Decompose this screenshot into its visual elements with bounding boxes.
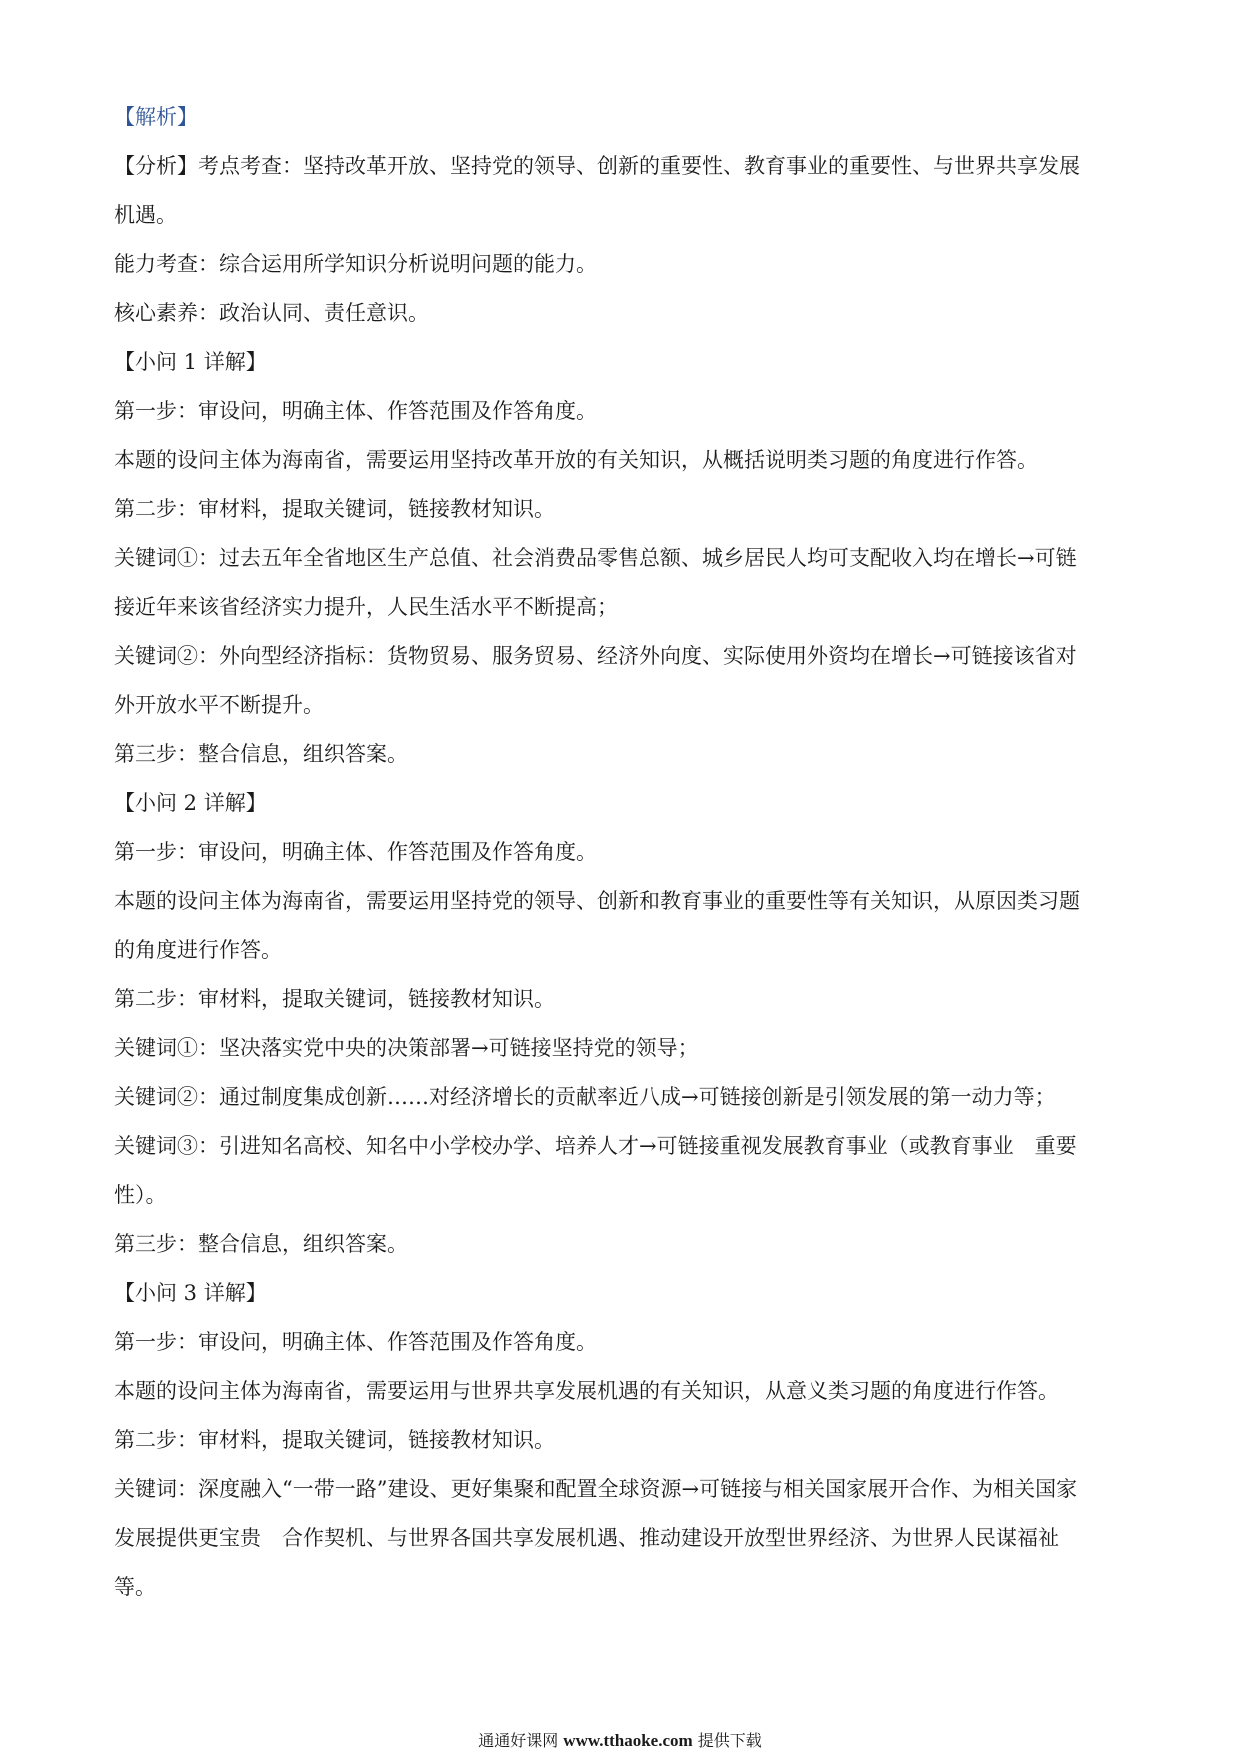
text-line: 核心素养：政治认同、责任意识。 xyxy=(114,301,429,325)
text-line: 等。 xyxy=(114,1575,156,1599)
text-line: 关键词①：坚决落实党中央的决策部署→可链接坚持党的领导； xyxy=(114,1036,699,1060)
text-line: 第一步：审设问，明确主体、作答范围及作答角度。 xyxy=(114,399,597,423)
text-line: 发展提供更宝贵 合作契机、与世界各国共享发展机遇、推动建设开放型世界经济、为世界人民谋福祉 xyxy=(114,1526,1059,1550)
text-line: 第二步：审材料，提取关键词，链接教材知识。 xyxy=(114,497,555,521)
text-line: 外开放水平不断提升。 xyxy=(114,693,324,717)
text-line: 关键词②：通过制度集成创新……对经济增长的贡献率近八成→可链接创新是引领发展的第一动力等； xyxy=(114,1085,1056,1109)
text-line: 关键词①：过去五年全省地区生产总值、社会消费品零售总额、城乡居民人均可支配收入均在增长→可链 xyxy=(114,546,1077,570)
text-line: 本题的设问主体为海南省，需要运用坚持改革开放的有关知识，从概括说明类习题的角度进行作答。 xyxy=(114,448,1038,472)
footer-url-link[interactable]: www.tthaoke.com xyxy=(563,1731,693,1750)
text-line: 接近年来该省经济实力提升，人民生活水平不断提高； xyxy=(114,595,618,619)
text-line: 能力考查：综合运用所学知识分析说明问题的能力。 xyxy=(114,252,597,276)
text-line: 第一步：审设问，明确主体、作答范围及作答角度。 xyxy=(114,1330,597,1354)
footer-download-text: 提供下载 xyxy=(697,1731,762,1750)
subquestion-heading: 【小问 1 详解】 xyxy=(114,350,267,374)
text-line: 本题的设问主体为海南省，需要运用坚持党的领导、创新和教育事业的重要性等有关知识，从原因类习题 xyxy=(114,889,1080,913)
text-line: 【分析】考点考查：坚持改革开放、坚持党的领导、创新的重要性、教育事业的重要性、与世界共享发展 xyxy=(114,154,1080,178)
page-footer xyxy=(0,1728,1240,1751)
text-line: 关键词③：引进知名高校、知名中小学校办学、培养人才→可链接重视发展教育事业（或教育事业 重要 xyxy=(114,1134,1077,1158)
subquestion-heading: 【小问 3 详解】 xyxy=(114,1281,267,1305)
subquestion-heading: 【小问 2 详解】 xyxy=(114,791,267,815)
text-line: 第三步：整合信息，组织答案。 xyxy=(114,742,408,766)
analysis-heading: 【解析】 xyxy=(114,105,198,129)
document-body xyxy=(114,93,1124,1612)
text-line: 第二步：审材料，提取关键词，链接教材知识。 xyxy=(114,987,555,1011)
text-line: 关键词②：外向型经济指标：货物贸易、服务贸易、经济外向度、实际使用外资均在增长→可链接该省对 xyxy=(114,644,1077,668)
footer-site-name: 通通好课网 xyxy=(478,1731,559,1750)
text-line: 第三步：整合信息，组织答案。 xyxy=(114,1232,408,1256)
text-line: 第一步：审设问，明确主体、作答范围及作答角度。 xyxy=(114,840,597,864)
text-line: 关键词：深度融入“一带一路”建设、更好集聚和配置全球资源→可链接与相关国家展开合作、为相关国家 xyxy=(114,1477,1078,1501)
text-line: 的角度进行作答。 xyxy=(114,938,282,962)
text-line: 性）。 xyxy=(114,1183,167,1207)
text-line: 第二步：审材料，提取关键词，链接教材知识。 xyxy=(114,1428,555,1452)
text-line: 本题的设问主体为海南省，需要运用与世界共享发展机遇的有关知识，从意义类习题的角度进行作答。 xyxy=(114,1379,1059,1403)
text-line: 机遇。 xyxy=(114,203,177,227)
